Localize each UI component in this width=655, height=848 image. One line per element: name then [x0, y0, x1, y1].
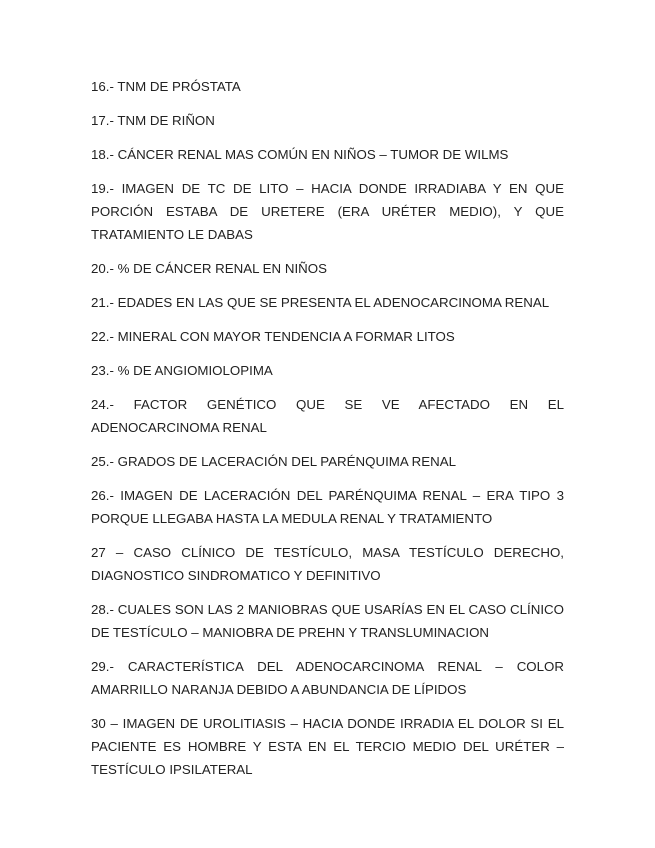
question-19: 19.- IMAGEN DE TC DE LITO – HACIA DONDE IRRADIABA Y EN QUE PORCIÓN ESTABA DE URETERE (ERA URÉTER MEDIO), Y QUE TRATAMIENTO LE DABAS	[91, 181, 564, 242]
question-list	[91, 75, 564, 792]
question-18: 18.- CÁNCER RENAL MAS COMÚN EN NIÑOS – TUMOR DE WILMS	[91, 147, 509, 162]
question-16: 16.- TNM DE PRÓSTATA	[91, 79, 241, 94]
question-17: 17.- TNM DE RIÑON	[91, 113, 215, 128]
question-27: 27 – CASO CLÍNICO DE TESTÍCULO, MASA TESTÍCULO DERECHO, DIAGNOSTICO SINDROMATICO Y DEFINITIVO	[91, 545, 564, 583]
question-28: 28.- CUALES SON LAS 2 MANIOBRAS QUE USARÍAS EN EL CASO CLÍNICO DE TESTÍCULO – MANIOBRA DE PREHN Y TRANSLUMINACION	[91, 602, 564, 640]
question-23: 23.- % DE ANGIOMIOLOPIMA	[91, 363, 273, 378]
question-25: 25.- GRADOS DE LACERACIÓN DEL PARÉNQUIMA RENAL	[91, 454, 457, 469]
question-29: 29.- CARACTERÍSTICA DEL ADENOCARCINOMA RENAL – COLOR AMARRILLO NARANJA DEBIDO A ABUNDANCIA DE LÍPIDOS	[91, 659, 564, 697]
question-24: 24.- FACTOR GENÉTICO QUE SE VE AFECTADO EN EL ADENOCARCINOMA RENAL	[91, 397, 564, 435]
question-22: 22.- MINERAL CON MAYOR TENDENCIA A FORMAR LITOS	[91, 329, 455, 344]
question-20: 20.- % DE CÁNCER RENAL EN NIÑOS	[91, 261, 327, 276]
question-26: 26.- IMAGEN DE LACERACIÓN DEL PARÉNQUIMA RENAL – ERA TIPO 3 PORQUE LLEGABA HASTA LA MEDULA RENAL Y TRATAMIENTO	[91, 488, 564, 526]
question-21: 21.- EDADES EN LAS QUE SE PRESENTA EL ADENOCARCINOMA RENAL	[91, 295, 550, 310]
question-30: 30 – IMAGEN DE UROLITIASIS – HACIA DONDE IRRADIA EL DOLOR SI EL PACIENTE ES HOMBRE Y ESTA EN EL TERCIO MEDIO DEL URÉTER – TESTÍCULO IPSILATERAL	[91, 716, 564, 777]
